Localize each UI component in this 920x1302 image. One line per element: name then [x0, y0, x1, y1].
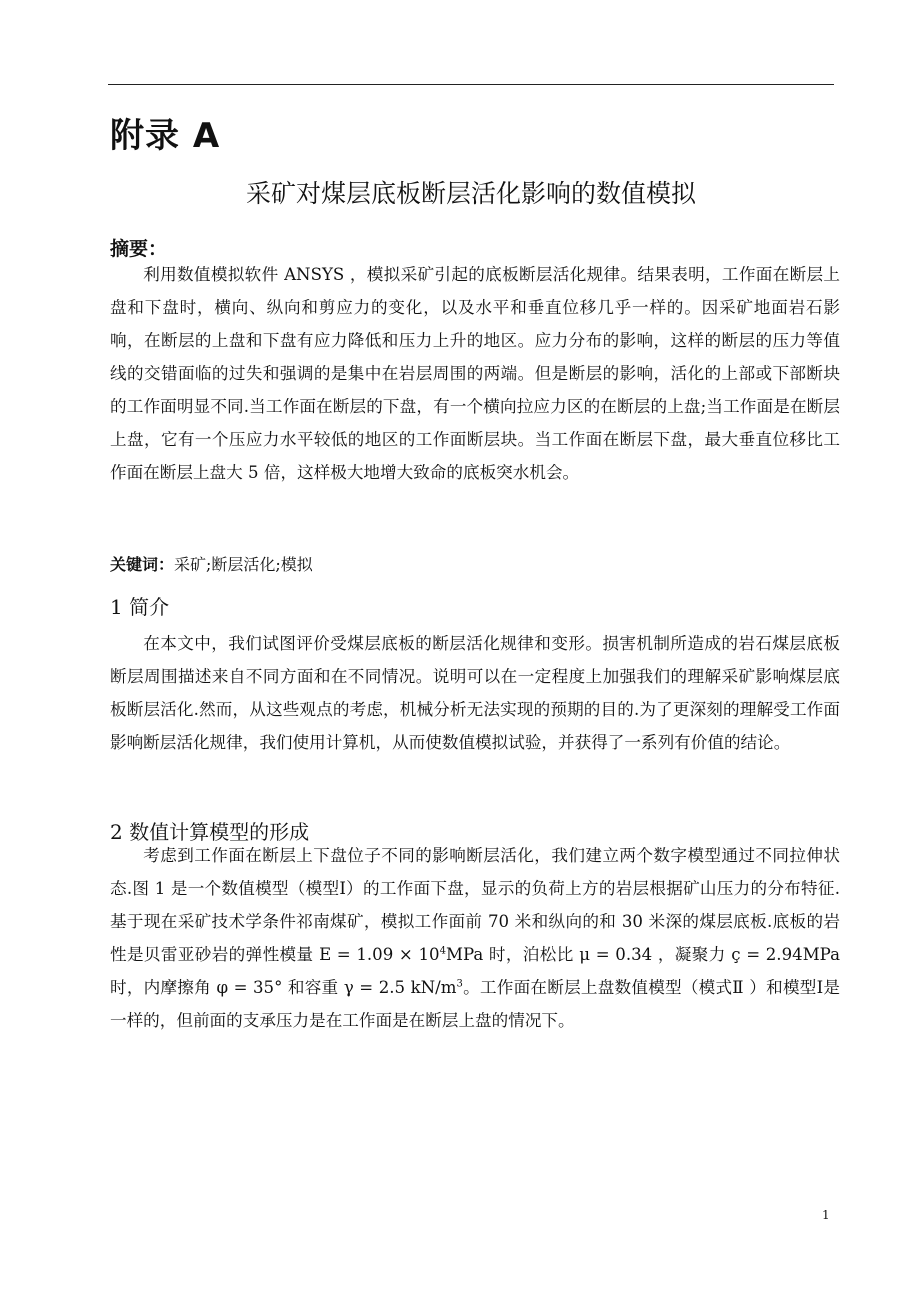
keywords-text: 采矿;断层活化;模拟	[174, 555, 313, 574]
section-1-heading: 1 简介	[110, 595, 170, 619]
abstract-heading: 摘要：	[110, 238, 168, 260]
header-rule	[108, 84, 834, 85]
document-title: 采矿对煤层底板断层活化影响的数值模拟	[245, 179, 696, 208]
exponent-4: 4	[439, 945, 446, 957]
page-number: 1	[822, 1208, 830, 1222]
section-2-heading: 2 数值计算模型的形成	[110, 820, 310, 844]
keywords-line	[110, 552, 313, 575]
appendix-label: 附录 A	[110, 116, 221, 156]
keywords-label: 关键词：	[110, 555, 175, 574]
exponent-3: 3	[456, 978, 463, 990]
section-2-paragraph	[110, 839, 840, 1037]
section-2-text-part2: MPa 时，泊松比 μ = 0.34 ，凝聚力 ç = 2.94MPa 时，内摩擦角 φ = 35° 和容重 γ = 2.5 kN/m	[110, 945, 840, 997]
section-1-paragraph: 在本文中，我们试图评价受煤层底板的断层活化规律和变形。损害机制所造成的岩石煤层底板断层周围描述来自不同方面和在不同情况。说明可以在一定程度上加强我们的理解采矿影响煤层底板断层活化.然而，从这些观点的考虑，机械分析无法实现的预期的目的.为了更深刻的理解受工作面影响断层活化规律，我们使用计算机，从而使数值模拟试验，并获得了一系列有价值的结论。	[110, 634, 840, 752]
abstract-paragraph: 利用数值模拟软件 ANSYS ，模拟采矿引起的底板断层活化规律。结果表明，工作面在断层上盘和下盘时，横向、纵向和剪应力的变化，以及水平和垂直位移几乎一样的。因采矿地面岩石影响，在断层的上盘和下盘有应力降低和压力上升的地区。应力分布的影响，这样的断层的压力等值线的交错面临的过失和强调的是集中在岩层周围的两端。但是断层的影响，活化的上部或下部断块的工作面明显不同.当工作面在断层的下盘，有一个横向拉应力区的在断层的上盘;当工作面是在断层上盘，它有一个压应力水平较低的地区的工作面断层块。当工作面在断层下盘，最大垂直位移比工作面在断层上盘大 5 倍，这样极大地增大致命的底板突水机会。	[110, 265, 840, 482]
section-2-text-part3: 。工作面在断层上盘数值模型（模式Ⅱ ）和模型Ⅰ是一样的，但前面的支承压力是在工作面是在断层上盘的情况下。	[110, 978, 840, 1030]
section-2-text-part1: 考虑到工作面在断层上下盘位子不同的影响断层活化，我们建立两个数字模型通过不同拉伸状态.图 1 是一个数值模型（模型Ⅰ）的工作面下盘，显示的负荷上方的岩层根据矿山压力的分布特征.基于现在采矿技术学条件祁南煤矿，模拟工作面前 70 米和纵向的和 30 米深的煤层底板.底板的岩性是贝雷亚砂岩的弹性模量 E = 1.09 × 10	[110, 846, 840, 964]
